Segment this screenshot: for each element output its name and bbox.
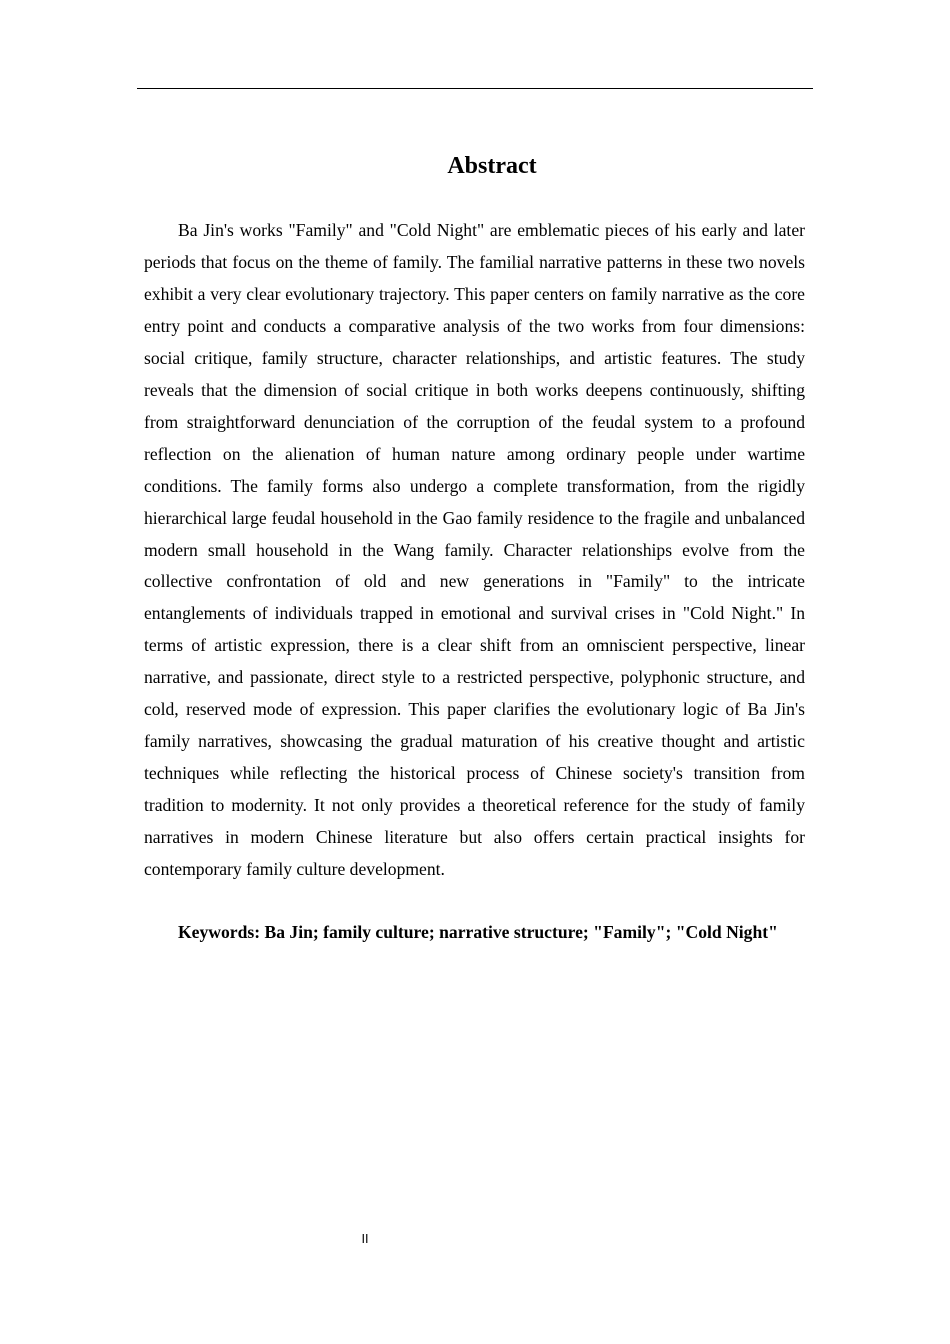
abstract-title: Abstract [447,153,537,179]
abstract-body: Ba Jin's works "Family" and "Cold Night" are emblematic pieces of his early and later periods that focus on the theme of family. The familial narrative patterns in these two novels exhibit a very clear evolutionary trajectory. This paper centers on family narrative as the core entry point and conducts a comparative analysis of the two works from four dimensions: social critique, family structure, character relationships, and artistic features. The study reveals that the dimension of social critique in both works deepens continuously, shifting from straightforward denunciation of the corruption of the feudal system to a profound reflection on the alienation of human nature among ordinary people under wartime conditions. The family forms also undergo a complete transformation, from the rigidly hierarchical large feudal household in the Gao family residence to the fragile and unbalanced modern small household in the Wang family. Character relationships evolve from the collective confrontation of old and new generations in "Family" to the intricate entanglements of individuals trapped in emotional and survival crises in "Cold Night." In terms of artistic expression, there is a clear shift from an omniscient perspective, linear narrative, and passionate, direct style to a restricted perspective, polyphonic structure, and cold, reserved mode of expression. This paper clarifies the evolutionary logic of Ba Jin's family narratives, showcasing the gradual maturation of his creative thought and artistic techniques while reflecting the historical process of Chinese society's transition from tradition to modernity. It not only provides a theoretical reference for the study of family narratives in modern Chinese literature but also offers certain practical insights for contemporary family culture development. [144,220,805,880]
keywords-line: Keywords: Ba Jin; family culture; narrative structure; "Family"; "Cold Night" [178,922,778,942]
page-number: II [361,1232,369,1246]
header-rule [137,88,813,89]
